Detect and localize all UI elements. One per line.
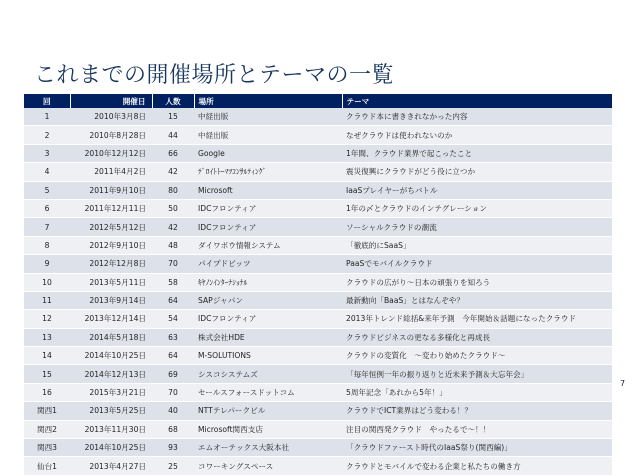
cell-venue: シスコシステムズ [194, 365, 342, 383]
cell-attendees: 80 [152, 181, 194, 199]
table-row [24, 347, 612, 365]
cell-venue: SAPジャパン [194, 291, 342, 309]
cell-date: 2015年3月21日 [70, 383, 152, 401]
header-theme: テーマ [342, 94, 612, 108]
header-round: 回 [24, 94, 70, 108]
cell-date: 2012年5月12日 [70, 218, 152, 236]
table-row [24, 273, 612, 291]
cell-date: 2012年9月10日 [70, 236, 152, 254]
header-date: 開催日 [70, 94, 152, 108]
cell-theme: なぜクラウドは使われないのか [342, 126, 612, 144]
cell-venue: ｷﾔﾉﾝｲﾝﾀｰﾅｼｮﾅﾙ [194, 273, 342, 291]
cell-theme: 「毎年恒例一年の振り返りと近未来予測＆大忘年会」 [342, 365, 612, 383]
page-title: これまでの開催場所とテーマの一覧 [34, 63, 395, 88]
cell-venue: 株式会社HDE [194, 328, 342, 346]
cell-attendees: 44 [152, 126, 194, 144]
table-row [24, 236, 612, 254]
cell-date: 2011年4月2日 [70, 163, 152, 181]
cell-round: 2 [24, 126, 70, 144]
table-row [24, 144, 612, 162]
cell-attendees: 42 [152, 218, 194, 236]
cell-attendees: 93 [152, 439, 194, 457]
cell-venue: IDCフロンティア [194, 310, 342, 328]
table-row [24, 365, 612, 383]
cell-theme: クラウドとモバイルで変わる企業と私たちの働き方 [342, 457, 612, 475]
cell-venue: ダイワボウ情報システム [194, 236, 342, 254]
cell-date: 2013年9月14日 [70, 291, 152, 309]
cell-attendees: 54 [152, 310, 194, 328]
cell-attendees: 42 [152, 163, 194, 181]
table-row [24, 328, 612, 346]
cell-round: 仙台1 [24, 457, 70, 475]
table-row [24, 218, 612, 236]
cell-venue: 中経出版 [194, 126, 342, 144]
table-row [24, 181, 612, 199]
cell-round: 11 [24, 291, 70, 309]
cell-theme: 1年の〆とクラウドのインテグレーション [342, 199, 612, 217]
cell-theme: ソーシャルクラウドの潮流 [342, 218, 612, 236]
cell-theme: PaaSでモバイルクラウド [342, 255, 612, 273]
cell-theme: クラウドの広がり～日本の頑張りを知ろう [342, 273, 612, 291]
cell-theme: 1年間、クラウド業界で起こったこと [342, 144, 612, 162]
cell-venue: IDCフロンティア [194, 218, 342, 236]
cell-date: 2012年12月8日 [70, 255, 152, 273]
events-table [24, 94, 613, 476]
cell-attendees: 64 [152, 347, 194, 365]
table-body [24, 108, 612, 475]
cell-theme: IaaSプレイヤーがちバトル [342, 181, 612, 199]
cell-venue: Microsoft [194, 181, 342, 199]
cell-attendees: 68 [152, 420, 194, 438]
cell-venue: ﾃﾞﾛｲﾄﾄｰﾏﾂｺﾝｻﾙﾃｨﾝｸﾞ [194, 163, 342, 181]
cell-date: 2013年12月14日 [70, 310, 152, 328]
cell-attendees: 70 [152, 255, 194, 273]
cell-round: 関西2 [24, 420, 70, 438]
cell-date: 2014年5月18日 [70, 328, 152, 346]
cell-venue: NTTテレパークビル [194, 402, 342, 420]
table-row [24, 420, 612, 438]
cell-attendees: 66 [152, 144, 194, 162]
cell-venue: エムオーテックス大阪本社 [194, 439, 342, 457]
cell-date: 2011年12月11日 [70, 199, 152, 217]
cell-round: 3 [24, 144, 70, 162]
header-venue: 場所 [194, 94, 342, 108]
table-row [24, 108, 612, 126]
cell-theme: 2013年トレンド総括&来年予測 今年開始＆話題になったクラウド [342, 310, 612, 328]
cell-attendees: 63 [152, 328, 194, 346]
cell-round: 関西3 [24, 439, 70, 457]
cell-theme: 注目の関西発クラウド やったるで～！！ [342, 420, 612, 438]
cell-venue: パイプドビッツ [194, 255, 342, 273]
table-row [24, 457, 612, 475]
cell-theme: 震災復興にクラウドがどう役に立つか [342, 163, 612, 181]
cell-venue: 中経出版 [194, 108, 342, 126]
cell-round: 4 [24, 163, 70, 181]
cell-attendees: 58 [152, 273, 194, 291]
table-header-row [24, 94, 612, 108]
cell-theme: クラウド本に書ききれなかった内容 [342, 108, 612, 126]
cell-venue: IDCフロンティア [194, 199, 342, 217]
cell-round: 7 [24, 218, 70, 236]
cell-theme: 「徹底的にSaaS」 [342, 236, 612, 254]
cell-date: 2010年12月12日 [70, 144, 152, 162]
cell-date: 2010年8月28日 [70, 126, 152, 144]
header-attendees: 人数 [152, 94, 194, 108]
cell-date: 2013年5月25日 [70, 402, 152, 420]
cell-date: 2013年5月11日 [70, 273, 152, 291]
cell-attendees: 15 [152, 108, 194, 126]
cell-date: 2010年3月8日 [70, 108, 152, 126]
cell-date: 2014年10月25日 [70, 439, 152, 457]
table-row [24, 402, 612, 420]
table-row [24, 291, 612, 309]
cell-theme: クラウドでICT業界はどう変わる！？ [342, 402, 612, 420]
cell-venue: M-SOLUTIONS [194, 347, 342, 365]
cell-round: 8 [24, 236, 70, 254]
cell-theme: クラウドビジネスの更なる多様化と再成長 [342, 328, 612, 346]
cell-date: 2013年11月30日 [70, 420, 152, 438]
cell-venue: セールスフォースドットコム [194, 383, 342, 401]
cell-venue: Microsoft関西支店 [194, 420, 342, 438]
cell-round: 関西1 [24, 402, 70, 420]
table-row [24, 383, 612, 401]
cell-venue: Google [194, 144, 342, 162]
cell-round: 6 [24, 199, 70, 217]
cell-attendees: 70 [152, 383, 194, 401]
cell-round: 9 [24, 255, 70, 273]
cell-round: 10 [24, 273, 70, 291]
table-row [24, 163, 612, 181]
cell-round: 5 [24, 181, 70, 199]
cell-theme: 最新動向「BaaS」とはなんぞや？ [342, 291, 612, 309]
cell-venue: コワーキングスペース [194, 457, 342, 475]
table-row [24, 255, 612, 273]
cell-date: 2011年9月10日 [70, 181, 152, 199]
cell-date: 2014年10月25日 [70, 347, 152, 365]
cell-attendees: 25 [152, 457, 194, 475]
cell-date: 2014年12月13日 [70, 365, 152, 383]
cell-attendees: 50 [152, 199, 194, 217]
cell-attendees: 48 [152, 236, 194, 254]
cell-round: 13 [24, 328, 70, 346]
cell-theme: 5周年記念「あれから5年！」 [342, 383, 612, 401]
cell-round: 1 [24, 108, 70, 126]
page-number: 7 [620, 379, 626, 388]
cell-attendees: 69 [152, 365, 194, 383]
cell-round: 16 [24, 383, 70, 401]
cell-attendees: 64 [152, 291, 194, 309]
cell-round: 15 [24, 365, 70, 383]
cell-round: 12 [24, 310, 70, 328]
table-row [24, 199, 612, 217]
cell-date: 2013年4月27日 [70, 457, 152, 475]
cell-round: 14 [24, 347, 70, 365]
cell-theme: クラウドの変質化 ～変わり始めたクラウド～ [342, 347, 612, 365]
cell-theme: 「クラウドファースト時代のIaaS祭り(関西編)」 [342, 439, 612, 457]
table-row [24, 310, 612, 328]
table-row [24, 126, 612, 144]
table-row [24, 439, 612, 457]
cell-attendees: 40 [152, 402, 194, 420]
